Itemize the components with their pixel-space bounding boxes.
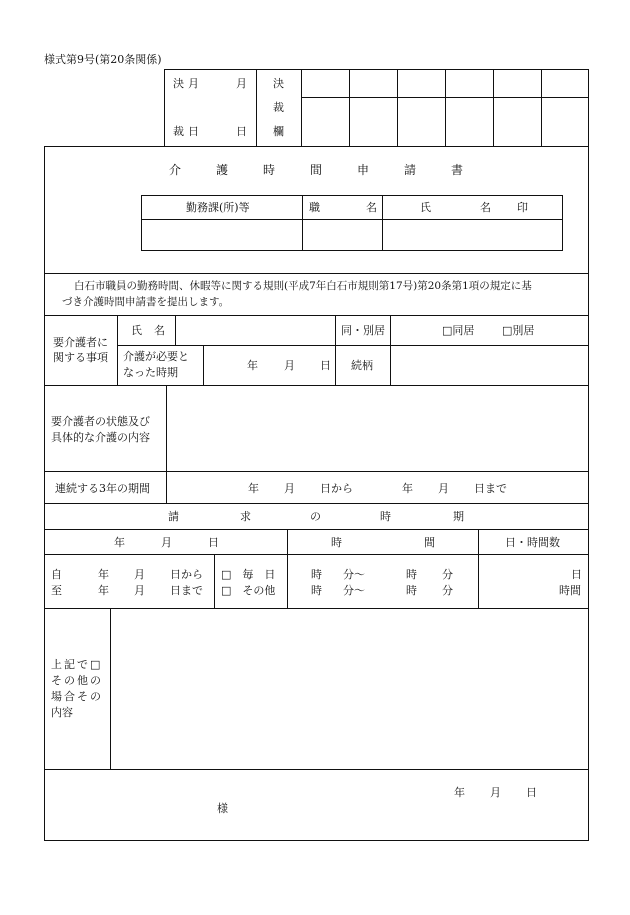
condition-field[interactable]	[168, 387, 587, 470]
name-field[interactable]	[384, 221, 561, 249]
name-header-2: 名	[480, 201, 491, 214]
kessai-month-label-2: 月	[236, 77, 247, 90]
relation-label: 続柄	[351, 359, 373, 372]
department-header: 勤務課(所)等	[186, 201, 250, 214]
addressee-suffix: 様	[217, 802, 228, 815]
kessai-col-1: 決	[273, 77, 284, 90]
condition-label-2: 具体的な介護の内容	[51, 431, 150, 444]
kessai-col-2: 裁	[273, 101, 284, 114]
kessai-month-label: 月	[188, 77, 199, 90]
cohabit-separate-checkbox[interactable]: □別居	[502, 324, 535, 337]
option-other-checkbox[interactable]: □ その他	[221, 584, 276, 597]
form-number: 様式第9号(第20条関係)	[44, 53, 162, 66]
intro-text-line1: 白石市職員の勤務時間、休暇等に関する規則(平成7年白石市規則第17号)第20条第1項の規定に基	[74, 280, 532, 292]
cohabit-label: 同・別居	[341, 324, 385, 337]
name-label-2: 名	[154, 324, 165, 337]
position-header-1: 職	[309, 201, 320, 214]
relation-field[interactable]	[392, 347, 587, 384]
position-field[interactable]	[304, 221, 381, 249]
other-case-field[interactable]	[112, 610, 587, 768]
care-start-year: 年	[247, 359, 258, 372]
care-start-month: 月	[284, 359, 295, 372]
care-start-day: 日	[320, 359, 331, 372]
name-header-1: 氏	[420, 201, 431, 214]
kessai-day-label: 日	[188, 125, 199, 138]
recipient-name-field[interactable]	[177, 317, 334, 344]
sai-label: 裁	[173, 125, 184, 138]
option-daily-checkbox[interactable]: □ 毎 日	[221, 568, 276, 581]
condition-label-1: 要介護者の状態及び	[51, 415, 150, 428]
kessai-top-label: 決	[173, 77, 184, 90]
kessai-col-3: 欄	[273, 125, 284, 138]
seal-header: 印	[517, 201, 528, 214]
cohabit-same-checkbox[interactable]: □同居	[442, 324, 475, 337]
name-label-1: 氏	[131, 324, 142, 337]
position-header-2: 名	[366, 201, 377, 214]
department-field[interactable]	[143, 221, 301, 249]
kessai-day-label-2: 日	[236, 125, 247, 138]
intro-text-line2: づき介護時間申請書を提出します。	[62, 296, 230, 308]
